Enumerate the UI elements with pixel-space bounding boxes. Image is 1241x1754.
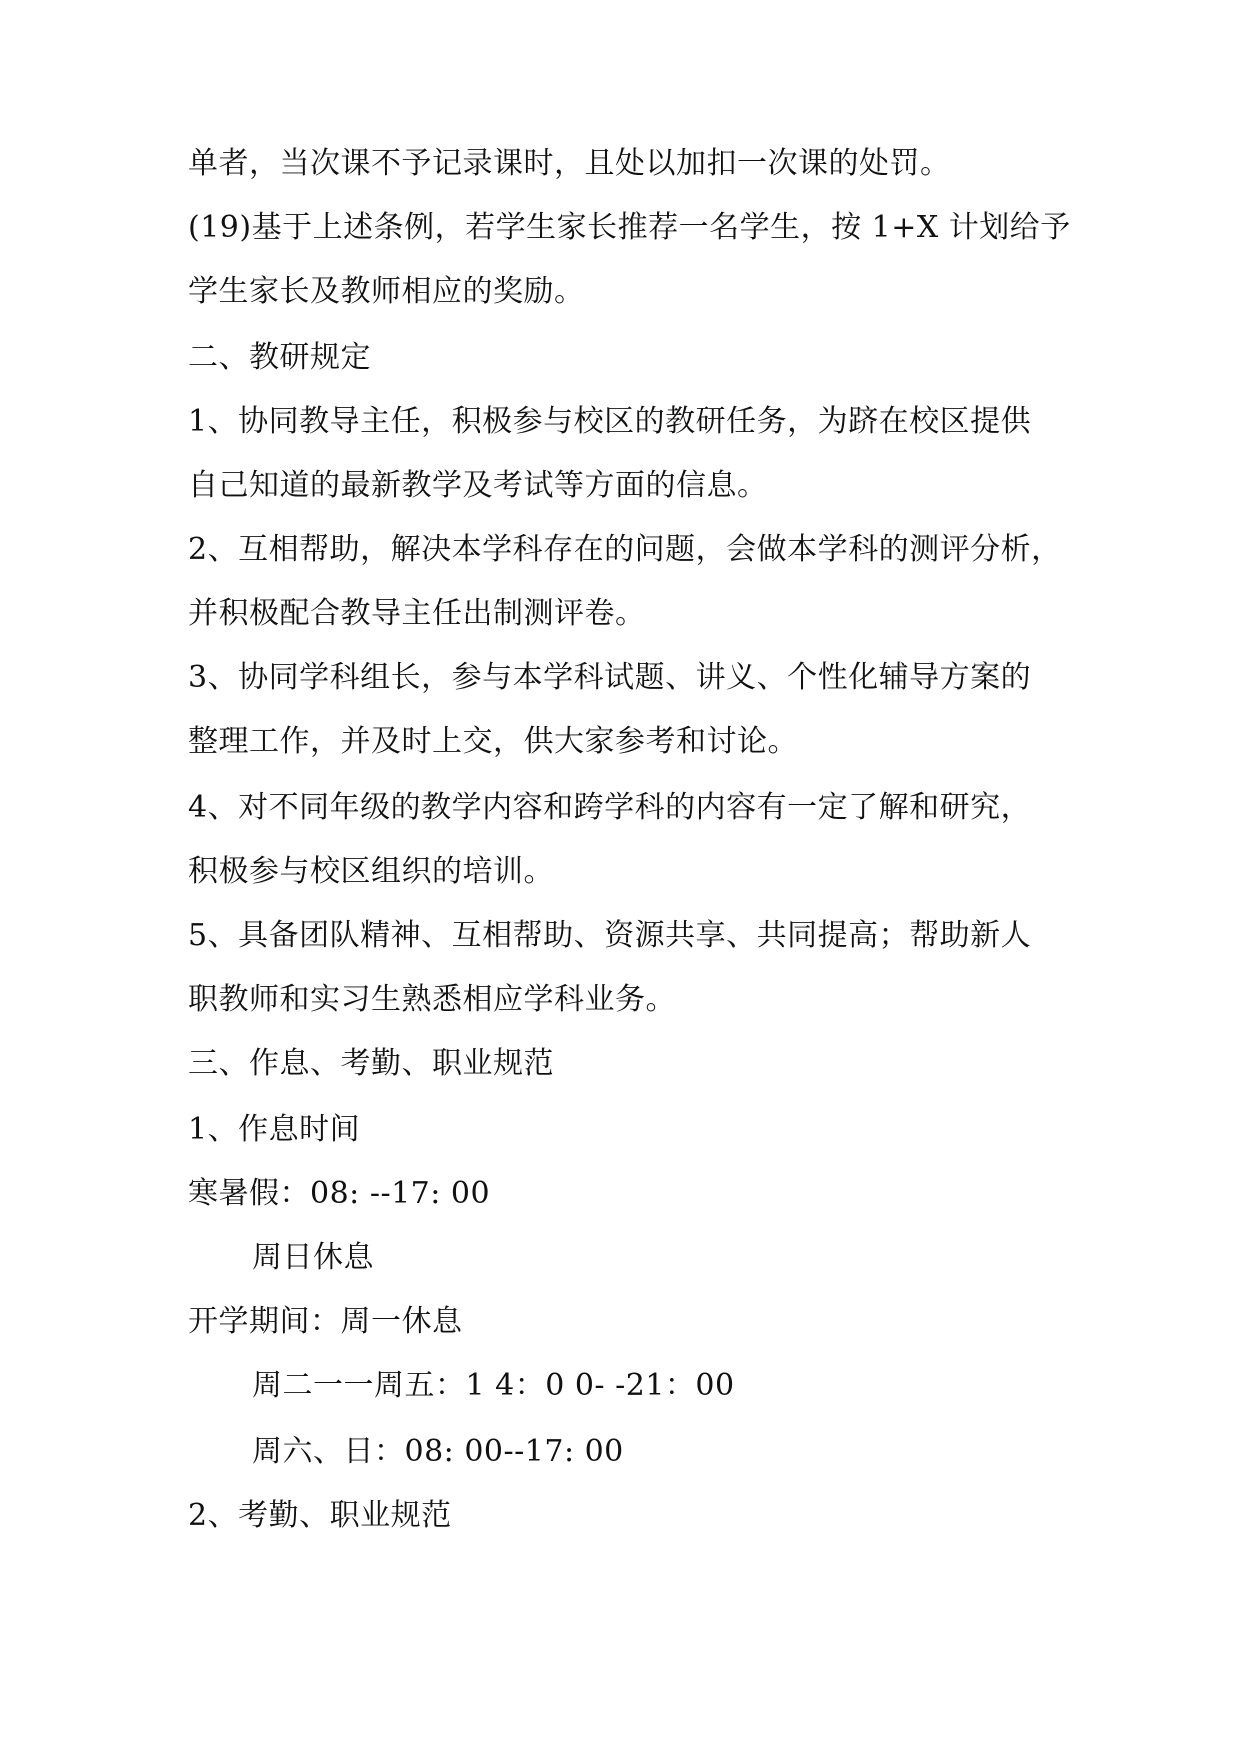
text-line: 5、具备团队精神、互相帮助、资源共享、共同提高；帮助新人 [188,918,1032,953]
schedule-line: 周二一一周五：1 4：0 0- -21：00 [252,1368,735,1403]
text-line: 1、协同教导主任，积极参与校区的教研任务，为跻在校区提供 [188,404,1032,439]
schedule-line: 寒暑假：08: --17: 00 [188,1176,491,1211]
text-line: 3、协同学科组长，参与本学科试题、讲义、个性化辅导方案的 [188,660,1032,695]
text-line: 单者，当次课不予记录课时，且处以加扣一次课的处罚。 [188,146,951,181]
text-line: 积极参与校区组织的培训。 [188,854,554,889]
text-line: 学生家长及教师相应的奖励。 [188,274,585,309]
subheading: 2、考勤、职业规范 [188,1498,452,1533]
text-line: 并积极配合教导主任出制测评卷。 [188,596,646,631]
text-line: 职教师和实习生熟悉相应学科业务。 [188,982,676,1017]
subheading: 1、作息时间 [188,1112,361,1147]
text-line: 4、对不同年级的教学内容和跨学科的内容有一定了解和研究， [188,790,1032,825]
schedule-line: 周日休息 [252,1240,374,1275]
text-line: 自己知道的最新教学及考试等方面的信息。 [188,468,768,503]
schedule-line: 开学期间：周一休息 [188,1304,463,1339]
text-line: (19)基于上述条例，若学生家长推荐一名学生，按 1+X 计划给予 [188,210,1071,245]
section-heading: 二、教研规定 [188,340,371,375]
section-heading: 三、作息、考勤、职业规范 [188,1046,554,1081]
text-line: 2、互相帮助，解决本学科存在的问题，会做本学科的测评分析， [188,532,1062,567]
schedule-line: 周六、日：08: 00--17: 00 [252,1434,624,1469]
text-line: 整理工作，并及时上交，供大家参考和讨论。 [188,724,798,759]
